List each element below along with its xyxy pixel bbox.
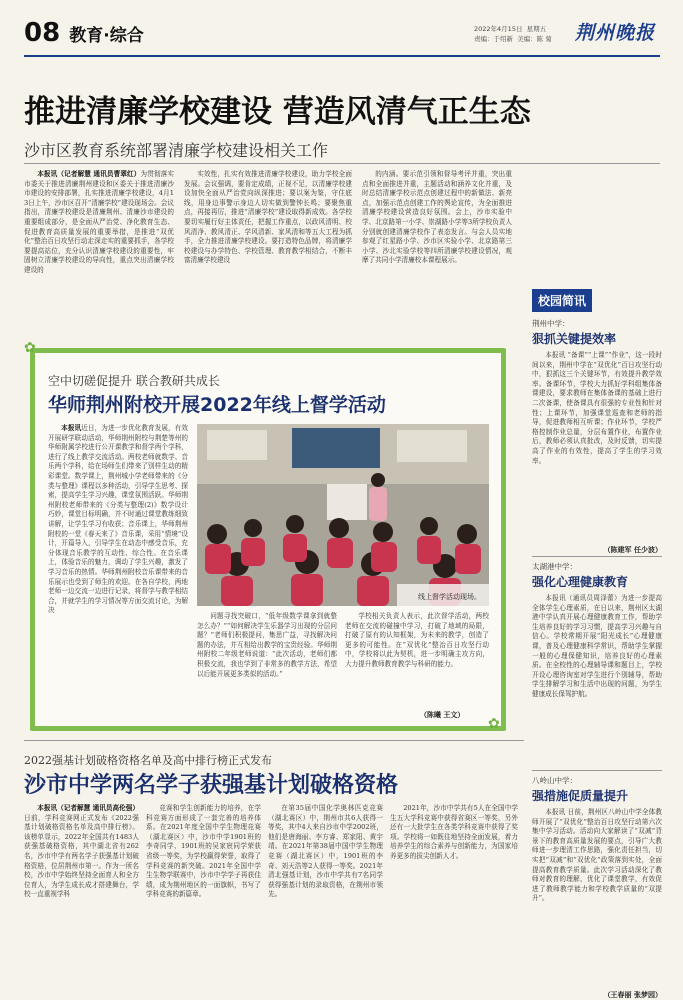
feature-photo	[197, 424, 489, 606]
bottom-col-1: 本报讯（记者解慧 通讯员高伦强）日前，学科竞赛网正式发布《2022强基计划破格资格名单及高中排行榜》。该榜单显示，2022年全国共有1483人获强基破格资格，其中湖北省有262名，沙市中学有两名学子获强基计划破格资格，位居荆州市第一。作为一所名校，沙市中学始终坚持全面育人和全方位育人，为学生成长成才搭建舞台，学校一直重视学科	[24, 804, 139, 899]
classroom-photo-illustration	[197, 424, 489, 606]
page-number-text: 08	[24, 18, 61, 48]
brief-body: 本报讯 日前，荆州区八岭山中学全体教师开展了“双优化”整治百日攻坚行动第六次集中学习活动。活动向大家解读了“双减”背景下的教育高质量发展的要点，引导广大教师进一步理清工作思路，强化责任担当，切实把“双减”和“双优化”政策落到实处，全面提高教育教学质量。此次学习活动深化了教师对教育的理解，优化了课堂教学，有效促进了教师教学能力和学校教学质量的“双提升”。	[532, 808, 662, 903]
brief-body: 本报讯（通讯员周泽蕾）为进一步提高全体学生心理素质，在日以来，荆州区太湖港中学认真开展心理健康教育工作，帮助学生培养良好的学习习惯，提高学习兴趣与自信心。学校常期开展“阳光成长”心理健康课，普及心理健康科学常识，帮助学生掌握一般的心理保健知识，培养良好的心理素质。在全校性的心理辅导课和题目上，学校开设心理咨询室对学生进行个别辅导，帮助学生排解学习和生活中出现的问题，为学生健康成长保驾护航。	[532, 594, 662, 698]
lead-headline: 推进清廉学校建设 营造风清气正生态	[24, 94, 531, 130]
brief-item	[532, 561, 662, 766]
bottom-rule	[24, 740, 524, 741]
bottom-col-4: 2021年，沙市中学共有5人在全国中学生五大学科竞赛中获得省赛区一等奖，另外还有一大批学生在各类学科竞赛中获得了奖项。学校将一如既往地坚持全面发展，着力培养学生的综合素养与创新能力，为国家培养更多的拔尖创新人才。	[390, 804, 518, 860]
feature-byline: 本报讯	[61, 424, 82, 432]
bottom-byline: 本报讯（记者解慧 通讯员高伦强）	[37, 804, 139, 812]
brief-title: 强措施促质量提升	[532, 789, 629, 803]
flower-icon: ✿	[488, 716, 500, 732]
lead-col-3: 的内涵。要示范引领和督导考评并重，突出重点和全面推进并重，主题活动和涵养文化并重，及时总结清廉学校示范点创建过程中的新做法、新亮点，加强示范点创建工作的舆论宣传，为全面推进清廉学校建设营造良好氛围。会上，沙市实验中学、北京路第一小学、崇湖路小学等3所学校负责人分别就创建清廉学校作了表态发言。与会人员实地参观了红星路小学、沙市区实验小学、北京路第三小学、沙北实验学校等四所清廉学校建设情况，观摩了共同小学清廉校本课程展示。	[362, 170, 512, 265]
brief-title: 狠抓关键提效率	[532, 332, 617, 346]
brief-item	[532, 775, 662, 1000]
bottom-col-3: 在第35届中国化学奥林匹克竞赛（湖北赛区）中，荆州市共6人获得一等奖，其中4人来自沙市中学2002班，他们是唐海丽、李方睿、郑家阳、黄宇靖。在2021年第38届中国中学生物理竞赛（湖北赛区）中，1901班的李奇、刘天浩等2人获得一等奖。2021年清北强基计划，沙市中学共有7名同学获得强基计划的录取资格，在荆州市领先。	[268, 804, 383, 899]
newspaper-logo: 荆州晚报	[575, 22, 656, 44]
masthead-date: 2022年4月15日 星期五	[474, 25, 547, 33]
page-number	[24, 18, 144, 48]
lead-byline: 本报讯（记者解慧 通讯员曹翠红）	[37, 170, 141, 178]
masthead-editors: 责编：于绍新 美编：陈 菊	[474, 35, 552, 43]
brief-signoff: （陈建军 任少波）	[603, 545, 662, 554]
brief-school: 八岭山中学：	[532, 776, 577, 785]
bottom-kicker: 2022强基计划破格资格名单及高中排行榜正式发布	[24, 754, 272, 767]
brief-school: 荆州中学：	[532, 319, 570, 328]
feature-signoff: （陈曦 王文）	[420, 710, 465, 719]
bottom-col-2: 竞赛和学生创新能力的培养，在学科竞赛方面形成了一套完善的培养体系。在2021年度全国中学生物理竞赛（湖北赛区）中，沙市中学1901班的李奇同学、1901班的吴家宸同学荣获省级一等奖，为学校赢得荣誉，取得了学科竞赛的新突破。2021年全国中学生生物学联赛中，沙市中学学子再获佳绩，成为荆州地区的一面旗帜，书写了学科竞赛的新篇章。	[146, 804, 261, 899]
lead-subhead: 沙市区教育系统部署清廉学校建设相关工作	[24, 141, 329, 160]
brief-item	[532, 318, 662, 555]
brief-title: 强化心理健康教育	[532, 575, 629, 589]
lead-col-1: 本报讯（记者解慧 通讯员曹翠红）为贯彻落实市委关于推进清廉荆州建设和区委关于推进清廉沙市建设的安排部署，扎实推进清廉学校建设，4月13日上午，沙市区召开“清廉学校”建设现场会。会议指出，清廉学校建设是清廉荆州、清廉沙市建设的重要组成部分，是全面从严治党、净化教育生态、促进教育高质量发展的重要举措，是推进“双优化”整治百日攻坚行动走深走实的重要抓手，各学校要提高站位，充分认识清廉学校建设的重要性，牢固树立清廉学校建设的导向性，重点突出清廉学校建设的	[24, 170, 174, 274]
feature-col-1: 本报讯近日，为进一步优化教育发展，有效开展研学联动活动，华师荆州附校与荆楚等州的华师附属学校进行公开课教学和督学两个学科，进行了线上教学交流活动。两校老师就数学、音乐两个学科，给在场师生们带来了别样生动的精彩课堂。数学课上，荆州城小学老师带来的《分类与整理》课程以多种活动，引导学生思考、探索，提高学生学习兴趣，课堂氛围活跃。华师荆州附校老师带来的《分类与整理(2)》数学设计巧妙，课堂目标明确，并不时通过课堂教练细致讲解，让学生学习有收获；音乐课上，华师荆州附校的一堂《春天来了》音乐课，采用“情境”设计，开篇导入，引导学生在动态中感受音乐，充分体现音乐教学的互动性、综合性。在音乐课上，体验音乐的魅力，调动了学生兴趣，激发了学习音乐的热情。华师荆州附校音乐课带来的音乐展示也受到了师生的欢迎。在各自学校，两地老师一边交流一边进行记录，将督学与教学相结合，并就学生的学习情况等方面交流讨论，为解决	[48, 424, 188, 615]
brief-school: 太湖港中学：	[532, 562, 577, 571]
feature-kicker: 空中切磋促提升 联合教研共成长	[48, 374, 220, 388]
brief-divider	[532, 556, 662, 557]
brief-signoff: （王春丽 张梦园）	[603, 990, 662, 999]
photo-caption: 线上督学活动现场。	[418, 593, 481, 601]
feature-col-2: 问题寻找突破口，“低年级数学课拿到就整怎么办？”“如何解决学生乐器学习出现的分层问题？”老师们积极提问，集思广益，寻找解决问题的办法，并互相给出教学的宝贵经验。华师荆州附校二年级老师说道：“此次活动，老师们都积极交流，我也学到了非常多的教学方法，希望以后能开展更多类似的活动。”	[197, 612, 337, 678]
brief-divider	[532, 770, 662, 771]
masthead-rule	[24, 55, 660, 57]
flower-icon: ✿	[24, 340, 36, 356]
bottom-headline: 沙市中学两名学子获强基计划破格资格	[24, 773, 399, 798]
section-name: 教育·综合	[69, 26, 144, 46]
lead-col-2: 实效性，扎实有效推进清廉学校建设，助力学校全面发展。会议强调，要肯定成绩，正视不足，以清廉学校建设加快全面从严治党向纵深推进；要以案为鉴，守住底线，用身边事警示身边人切实做到警钟长鸣；要聚焦重点，再接再厉，推进“清廉学校”建设取得新成效。各学校要切实履行好主体责任，把握工作重点，以政风清明、校风清净、教风清正、学风清新、家风清和等五大工程为抓手，全力推进清廉学校建设。要打造特色品牌，将清廉学校建设与办学特色、学校管理、教育教学相结合，不断丰富清廉学校建设	[184, 170, 352, 265]
brief-header: 校园简讯	[532, 289, 592, 312]
brief-body: 本报讯 “备课”“上课”“作业”，这一段时间以来，荆州中学在“双优化”百日攻坚行动中，狠抓这三个关键环节，有效提升教学效率。备课环节，学校大力抓好学科组集体备课建设，要求教师在集体备课的基础上进行二次备课，使备课具有很强的专业性和针对性；上课环节，加强课堂巡查和老师的指导，促进教师相互听课；作业环节，学校严格控制作业总量，分层布置作业，布置作业后，教师必须认真批改，及时反馈，切实提高了作业的有效性，提高了学生的学习效率。	[532, 351, 662, 465]
feature-headline: 华师荆州附校开展2022年线上督学活动	[48, 394, 386, 416]
feature-col-3: 学校相关负责人表示，此次督学活动，两校老师在交流的碰撞中学习，打破了地域的局限，打破了原有的认知框架，为未来的教学，创造了更多的可能性。在“双优化”整治百日攻坚行动中，学校将以此为契机，进一步明确主攻方向，大力提升教师教育教学与科研的能力。	[345, 612, 489, 668]
lead-rule	[24, 163, 660, 164]
